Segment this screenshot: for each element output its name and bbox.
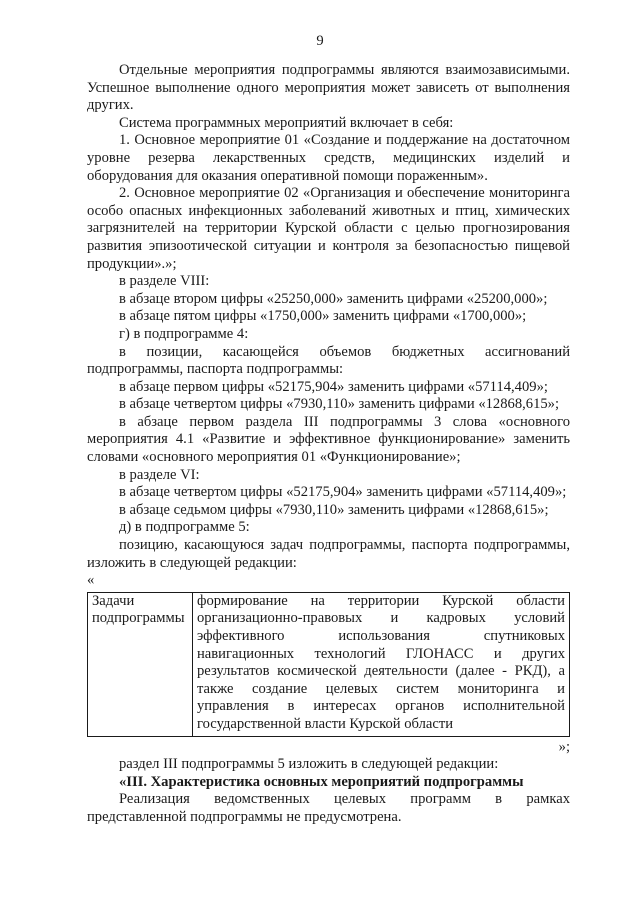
table-row [88,592,570,736]
open-quote: « [87,572,95,589]
paragraph-vi-amend-fourth: в абзаце четвертом цифры «52175,904» заменить цифрами «57114,409»; [119,484,567,501]
paragraph-section-vi: в разделе VI: [119,466,200,483]
paragraph-section-iii-redaction: раздел III подпрограммы 5 изложить в следующей редакции: [119,756,499,773]
paragraph-amend-fourth: в абзаце четвертом цифры «7930,110» заменить цифрами «12868,615»; [119,396,560,413]
paragraph-tasks-position: позицию, касающуюся задач подпрограммы, паспорта подпрограммы, изложить в следующей редакции: [87,537,570,571]
paragraph-amend-fifth: в абзаце пятом цифры «1750,000» заменить цифрами «1700,000»; [119,308,527,325]
paragraph-system-intro: Система программных мероприятий включает в себя: [119,114,454,131]
paragraph-subprogram-4: г) в подпрограмме 4: [119,325,249,342]
paragraph-section-viii: в разделе VIII: [119,273,210,290]
paragraph-final: Реализация ведомственных целевых программ в рамках представленной подпрограммы не предусмотрена. [87,791,570,825]
paragraph-section-iii-words: в абзаце первом раздела III подпрограммы 3 слова «основного мероприятия 4.1 «Развитие и эффективное функционирование» заменить словами «основного мероприятия 01 «Функционирование»; [87,413,570,466]
paragraph-amend-first: в абзаце первом цифры «52175,904» заменить цифрами «57114,409»; [119,378,548,395]
table-cell-label: Задачи подпрограммы [88,592,193,736]
paragraph-measure-01: 1. Основное мероприятие 01 «Создание и поддержание на достаточном уровне резерва лекарственных средств, медицинских изделий и оборудования для оказания оперативной помощи пораженным». [87,132,570,184]
paragraph-budget-position: в позиции, касающейся объемов бюджетных ассигнований подпрограммы, паспорта подпрограммы: [87,343,570,378]
paragraph-interdependence: Отдельные мероприятия подпрограммы являются взаимозависимыми. Успешное выполнение одного мероприятия может зависеть от выполнения других. [87,62,570,114]
tasks-table [87,592,570,737]
paragraph-subprogram-5: д) в подпрограмме 5: [119,519,250,536]
document-body [87,62,570,827]
table-cell-content: формирование на территории Курской области организационно-правовых и кадровых условий эффективного использования спутниковых навигационных технологий ГЛОНАСС и других результатов космической деятельности (далее - РКД), а также создание целевых систем мониторинга и управления в интересах органов исполнительной государственной власти Курской области [193,592,570,736]
close-quote: »; [558,738,570,755]
page-number: 9 [316,33,324,49]
paragraph-measure-02: 2. Основное мероприятие 02 «Организация и обеспечение мониторинга особо опасных инфекционных заболеваний животных и птиц, химических загрязнителей на территории Курской области с целью прогнозирования развития эпизоотической ситуации и контроля за безопасностью пищевой продукции».»; [87,185,570,272]
paragraph-amend-second: в абзаце втором цифры «25250,000» заменить цифрами «25200,000»; [119,290,548,307]
section-heading: «III. Характеристика основных мероприятий подпрограммы [119,773,524,790]
paragraph-vi-amend-seventh: в абзаце седьмом цифры «7930,110» заменить цифрами «12868,615»; [119,501,549,518]
